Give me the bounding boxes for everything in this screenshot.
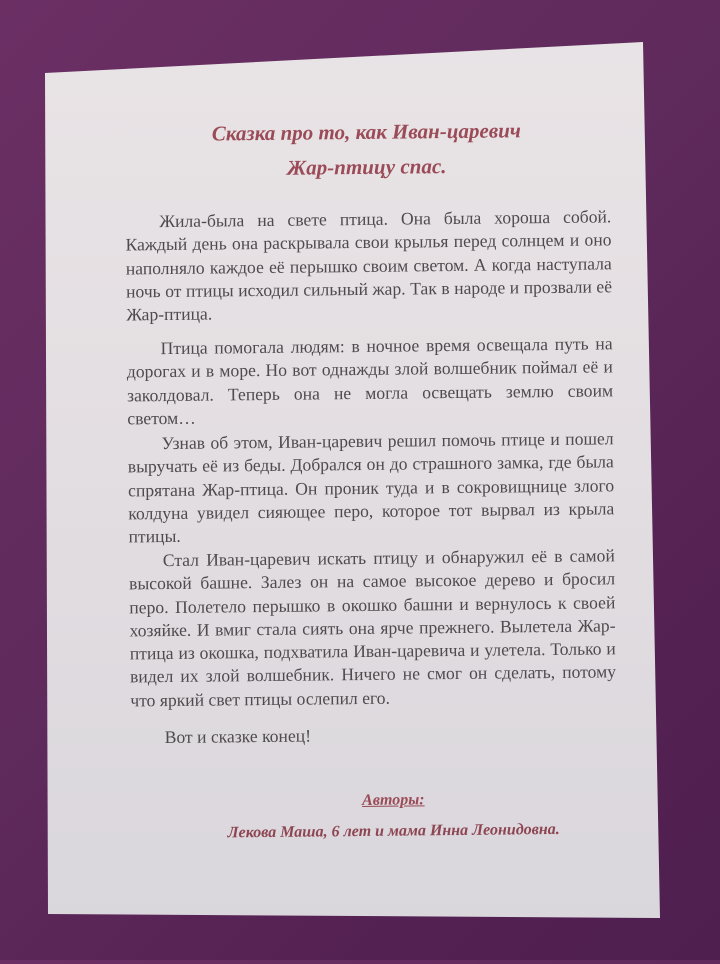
story-title-line-2: Жар-птицу спас. — [286, 154, 447, 180]
story-ending: Вот и сказке конец! — [164, 725, 312, 748]
story-paragraph-1: Жила-была на свете птица. Она была хороша собой. Каждый день она раскрывала свои крылья перед солнцем и оно наполняло каждое её перышко своим светом. А когда наступала ночь от птицы исходил сильный жар. Так в народе и прозвали её Жар-птица. — [125, 206, 613, 325]
authors-label: Авторы: — [362, 791, 425, 809]
story-paragraph-4: Стал Иван-царевич искать птицу и обнаружил её в самой высокой башне. Залез он на самое высокое дерево и бросил перо. Полетело перышко в окошко башни и вернулось к своей хозяйке. И вмиг стала сиять она ярче прежнего. Вылетела Жар-птица из окошка, подхватила Иван-царевича и улетела. Только и видел их злой волшебник. Ничего не смог он сделать, потому что яркий свет птицы ослепил его. — [128, 545, 617, 711]
story-paragraph-2: Птица помогала людям: в ночное время освещала путь на дорогах и в море. Но вот однажды злой волшебник поймал её и заколдовал. Теперь она не могла освещать землю своим светом… — [126, 333, 614, 429]
authors-names: Лекова Маша, 6 лет и мама Инна Леонидовна. — [227, 820, 560, 842]
story-title-line-1: Сказка про то, как Иван-царевич — [211, 118, 521, 146]
story-paragraph-3: Узнав об этом, Иван-царевич решил помочь птице и пошел выручать её из беды. Добрался он до страшного замка, где была спрятана Жар-птица. Он проник туда и в сокровищнице злого колдуна увидел сияющее перо, которое тот вырвал из крыла птицы. — [127, 428, 615, 547]
